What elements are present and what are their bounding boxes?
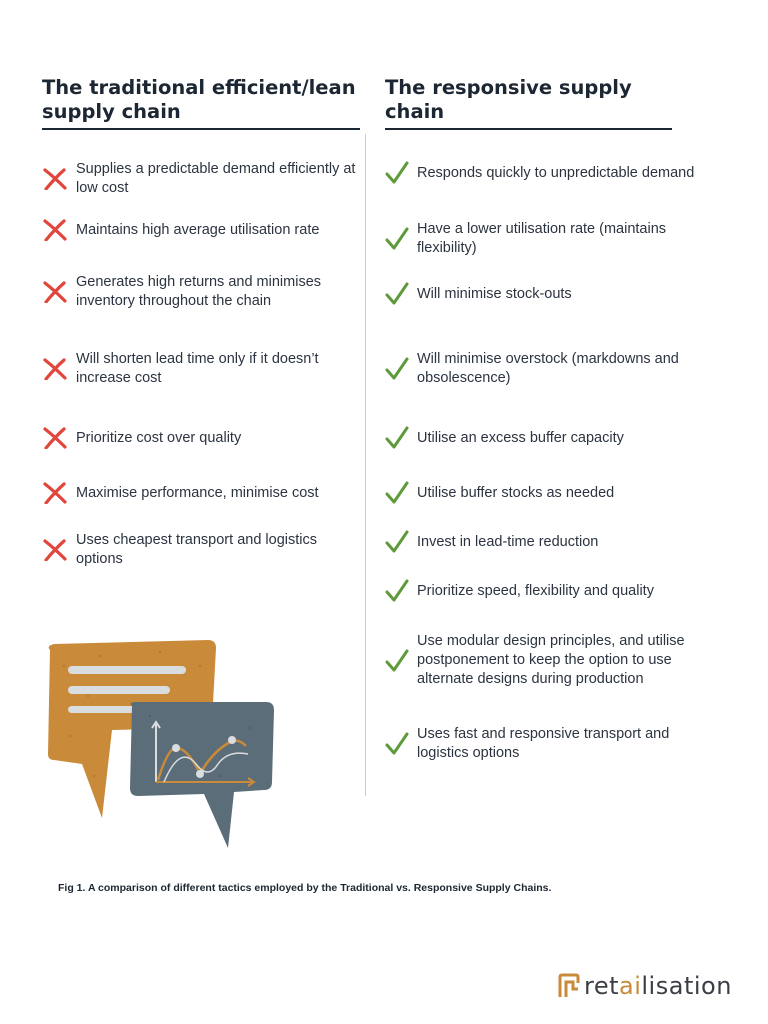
- responsive-item-10: [385, 725, 695, 763]
- responsive-item-text: Have a lower utilisation rate (maintains flexibility): [417, 221, 667, 256]
- traditional-item-text: Generates high returns and minimises inventory throughout the chain: [76, 274, 322, 309]
- traditional-column-heading: The traditional efficient/lean supply chain: [42, 76, 360, 130]
- retailisation-logo: [558, 972, 732, 1000]
- check-icon: [385, 356, 411, 382]
- check-icon: [385, 480, 411, 506]
- responsive-item-3: [385, 281, 695, 307]
- traditional-item-text: Uses cheapest transport and logistics options: [76, 532, 317, 567]
- check-icon: [385, 578, 411, 604]
- traditional-item-6: [42, 482, 360, 504]
- traditional-item-1: [42, 160, 360, 198]
- responsive-item-7: [385, 529, 695, 555]
- responsive-item-8: [385, 578, 695, 604]
- check-icon: [385, 281, 411, 307]
- check-icon: [385, 160, 411, 186]
- responsive-item-text: Use modular design principles, and utilise postponement to keep the option to use alternate designs during production: [417, 633, 685, 687]
- traditional-item-5: [42, 427, 360, 449]
- responsive-item-text: Will minimise overstock (markdowns and obsolescence): [417, 351, 679, 386]
- traditional-item-text: Supplies a predictable demand efficiently at low cost: [76, 161, 356, 196]
- check-icon: [385, 648, 411, 674]
- responsive-item-text: Will minimise stock-outs: [417, 285, 572, 302]
- traditional-item-text: Prioritize cost over quality: [76, 429, 242, 446]
- responsive-item-4: [385, 350, 695, 388]
- cross-icon: [42, 427, 70, 449]
- column-divider: [365, 134, 366, 796]
- check-icon: [385, 226, 411, 252]
- cross-icon: [42, 219, 70, 241]
- logo-wordmark: retailisation: [584, 972, 732, 1000]
- responsive-column-heading: The responsive supply chain: [385, 76, 672, 130]
- responsive-item-text: Uses fast and responsive transport and logistics options: [417, 726, 670, 761]
- traditional-item-3: [42, 273, 360, 311]
- responsive-item-text: Utilise buffer stocks as needed: [417, 484, 615, 501]
- responsive-item-text: Responds quickly to unpredictable demand: [417, 164, 695, 181]
- chat-chart-icon: [40, 636, 280, 856]
- traditional-item-7: [42, 531, 360, 569]
- responsive-item-9: [385, 632, 695, 689]
- traditional-item-text: Maximise performance, minimise cost: [76, 484, 319, 501]
- responsive-item-text: Utilise an excess buffer capacity: [417, 429, 624, 446]
- retailisation-logo-icon: [558, 973, 580, 999]
- responsive-item-6: [385, 480, 695, 506]
- cross-icon: [42, 281, 70, 303]
- responsive-item-1: [385, 160, 695, 186]
- traditional-item-4: [42, 350, 360, 388]
- figure-caption: Fig 1. A comparison of different tactics employed by the Traditional vs. Responsive Supply Chains.: [58, 882, 552, 894]
- check-icon: [385, 731, 411, 757]
- responsive-item-2: [385, 220, 695, 258]
- speech-bubbles-illustration: [40, 636, 280, 856]
- cross-icon: [42, 358, 70, 380]
- responsive-item-5: [385, 425, 695, 451]
- check-icon: [385, 425, 411, 451]
- responsive-item-text: Prioritize speed, flexibility and quality: [417, 582, 654, 599]
- traditional-item-text: Maintains high average utilisation rate: [76, 221, 320, 238]
- cross-icon: [42, 482, 70, 504]
- traditional-item-2: [42, 219, 360, 241]
- check-icon: [385, 529, 411, 555]
- traditional-item-text: Will shorten lead time only if it doesn’t increase cost: [76, 351, 319, 386]
- cross-icon: [42, 539, 70, 561]
- cross-icon: [42, 168, 70, 190]
- responsive-item-text: Invest in lead-time reduction: [417, 533, 599, 550]
